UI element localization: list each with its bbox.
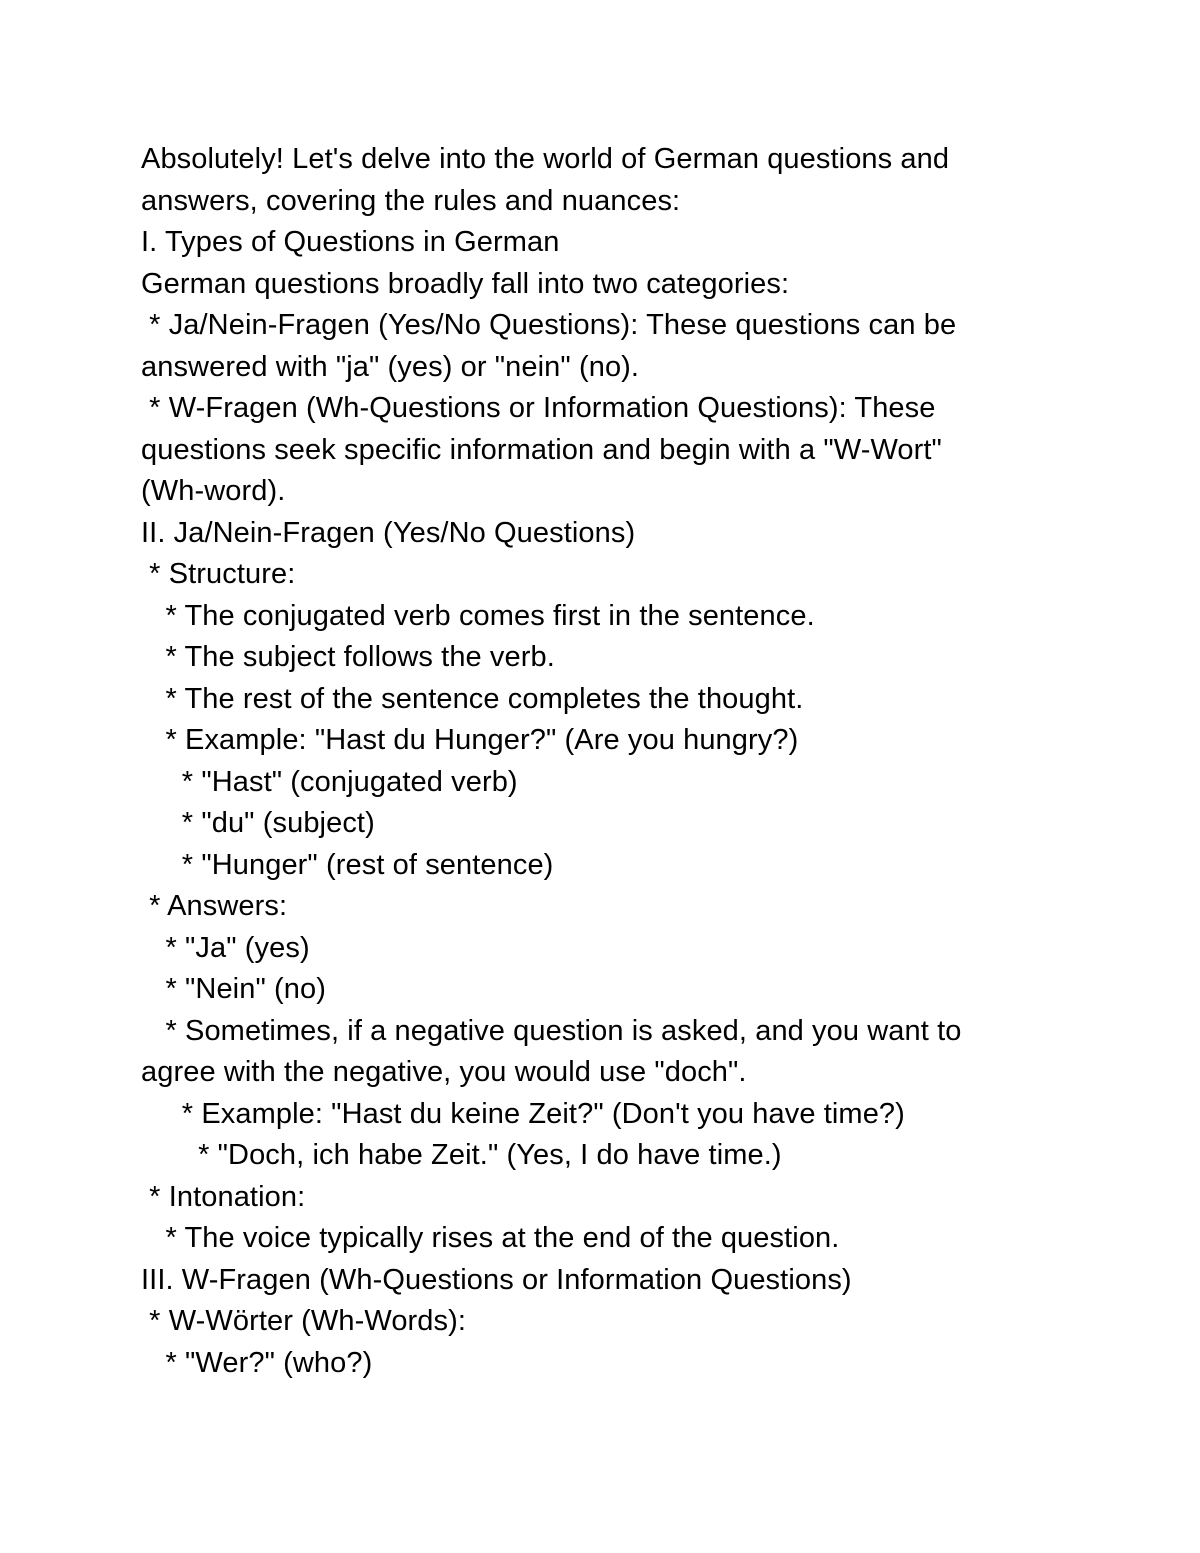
section-heading: III. W-Fragen (Wh-Questions or Information Questions) bbox=[141, 1263, 852, 1296]
list-item: * "Wer?" (who?) bbox=[141, 1346, 373, 1379]
list-item: * "Nein" (no) bbox=[141, 973, 326, 1005]
section-heading: I. Types of Questions in German bbox=[141, 226, 560, 258]
list-item: * The conjugated verb comes first in the sentence. bbox=[141, 599, 815, 632]
list-item: * Sometimes, if a negative question is asked, and you want to bbox=[141, 1014, 962, 1047]
list-item: * "du" (subject) bbox=[141, 807, 375, 839]
list-item: * Intonation: bbox=[141, 1180, 306, 1213]
list-item: * "Hunger" (rest of sentence) bbox=[141, 848, 554, 881]
text-line: agree with the negative, you would use "doch". bbox=[141, 1056, 747, 1088]
document-body bbox=[141, 139, 1061, 1384]
list-item: * Structure: bbox=[141, 558, 296, 590]
section-heading: II. Ja/Nein-Fragen (Yes/No Questions) bbox=[141, 516, 636, 549]
list-item: * Ja/Nein-Fragen (Yes/No Questions): These questions can be bbox=[141, 309, 957, 341]
list-item: * W-Fragen (Wh-Questions or Information Questions): These bbox=[141, 392, 936, 424]
list-item: * The rest of the sentence completes the thought. bbox=[141, 682, 804, 715]
text-line: answers, covering the rules and nuances: bbox=[141, 184, 681, 217]
list-item: * W-Wörter (Wh-Words): bbox=[141, 1305, 467, 1337]
list-item: * Example: "Hast du keine Zeit?" (Don't you have time?) bbox=[141, 1097, 905, 1130]
text-line: Absolutely! Let's delve into the world of German questions and bbox=[141, 143, 950, 175]
text-line: (Wh-word). bbox=[141, 475, 286, 507]
list-item: * The subject follows the verb. bbox=[141, 641, 555, 673]
text-line: questions seek specific information and begin with a "W-Wort" bbox=[141, 433, 942, 466]
text-line: answered with "ja" (yes) or "nein" (no). bbox=[141, 350, 640, 383]
list-item: * "Hast" (conjugated verb) bbox=[141, 765, 518, 798]
list-item: * "Ja" (yes) bbox=[141, 931, 310, 964]
list-item: * "Doch, ich habe Zeit." (Yes, I do have time.) bbox=[141, 1139, 782, 1171]
list-item: * The voice typically rises at the end of the question. bbox=[141, 1222, 840, 1254]
list-item: * Answers: bbox=[141, 890, 288, 922]
text-line: German questions broadly fall into two categories: bbox=[141, 267, 790, 300]
list-item: * Example: "Hast du Hunger?" (Are you hungry?) bbox=[141, 724, 799, 756]
